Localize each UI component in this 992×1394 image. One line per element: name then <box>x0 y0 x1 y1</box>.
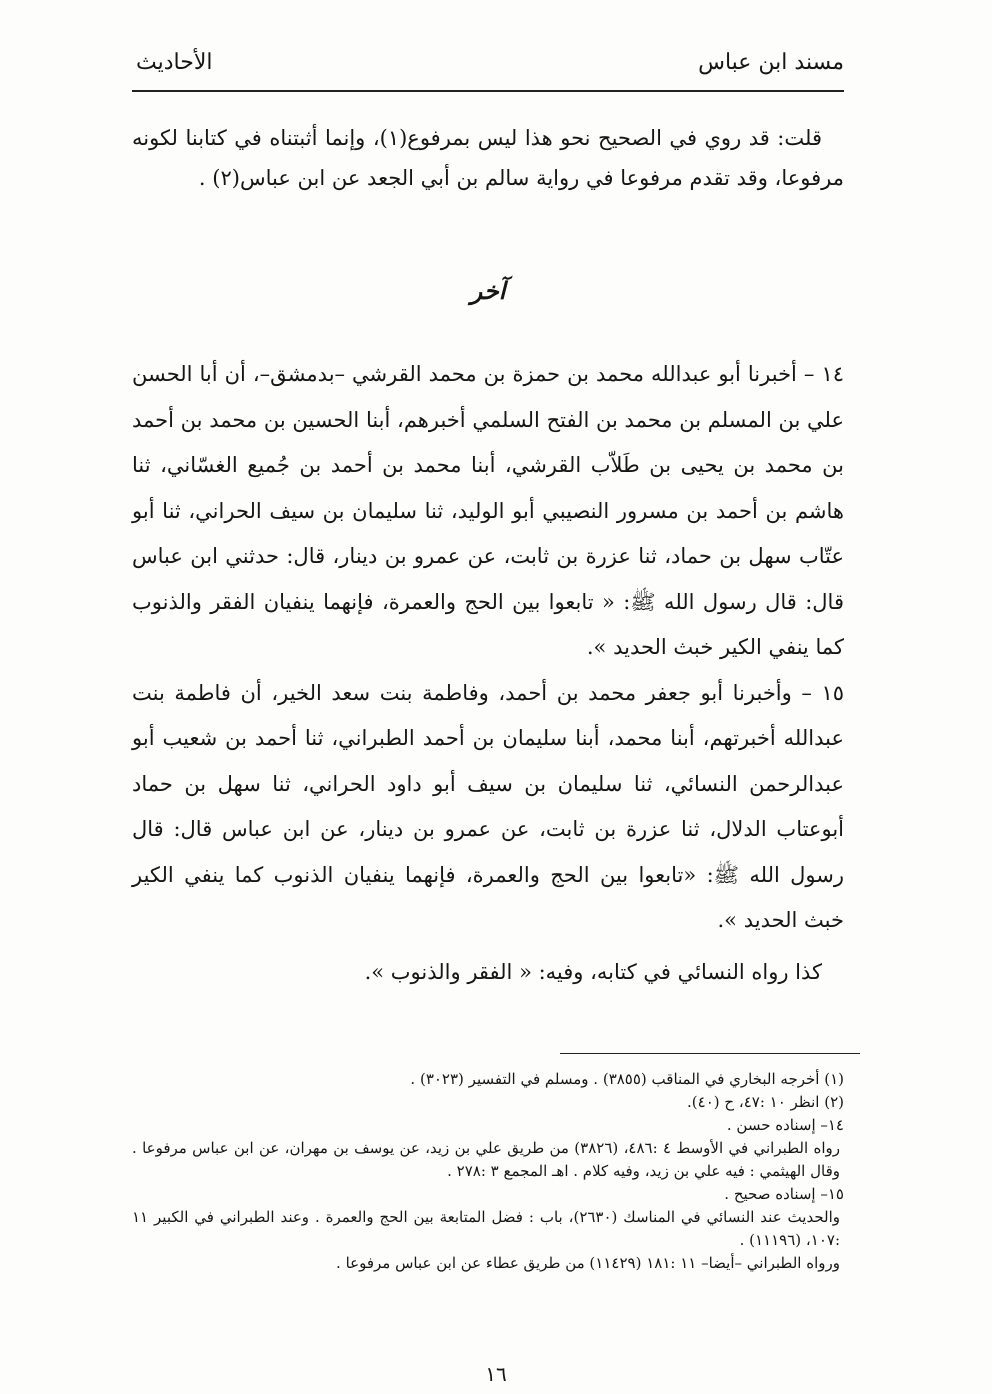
page-number: ١٦ <box>485 1362 507 1386</box>
footnote-hadith-14-takhrij: رواه الطبراني في الأوسط ٤ :٤٨٦، (٣٨٢٦) من طريق علي بن زيد، عن يوسف بن مهران، عن ابن عباس مرفوعا . وقال الهيثمي : فيه علي بن زيد، وفيه كلام . اهـ المجمع ٣ :٢٧٨ . <box>132 1139 840 1180</box>
chapter-title: الأحاديث <box>136 50 213 75</box>
intro-paragraph <box>132 118 844 198</box>
footnote-2: (٢) انظر ١٠ :٤٧، ح (٤٠). <box>687 1093 844 1111</box>
footnote-hadith-14-grade: ١٤– إسناده حسن . <box>726 1116 844 1134</box>
footnote-hadith-15-takhrij: والحديث عند النسائي في المناسك (٢٦٣٠)، باب : فضل المتابعة بين الحج والعمرة . وعند الطبراني في الكبير ١١ :١٠٧، (١١١٩٦) . <box>132 1208 840 1249</box>
footnote-hadith-15-grade: ١٥– إسناده صحيح . <box>724 1185 844 1203</box>
book-title: مسند ابن عباس <box>698 50 844 75</box>
running-header <box>132 44 844 92</box>
hadith-15: ١٥ – وأخبرنا أبو جعفر محمد بن أحمد، وفاطمة بنت سعد الخير، أن فاطمة بنت عبدالله أخبرتهم، أبنا محمد، أبنا سليمان بن أحمد الطبراني، ثنا أحمد بن شعيب أبو عبدالرحمن النسائي، ثنا سليمان بن سيف أبو داود الحراني، ثنا سهل بن حماد أبوعتاب الدلال، ثنا عزرة بن ثابت، عن عمرو بن دينار، عن ابن عباس قال: قال رسول الله ﷺ: «تابعوا بين الحج والعمرة، فإنهما ينفيان الذنوب كما ينفي الكير خبث الحديد ». <box>132 680 844 932</box>
footnote-1: (١) أخرجه البخاري في المناقب (٣٨٥٥) . ومسلم في التفسير (٣٠٢٣) . <box>410 1070 844 1088</box>
intro-text: قلت: قد روي في الصحيح نحو هذا ليس بمرفوع(١)، وإنما أثبتناه في كتابنا لكونه مرفوعا، وقد تقدم مرفوعا في رواية سالم بن أبي الجعد عن ابن عباس(٢) . <box>132 126 844 190</box>
hadith-14: ١٤ – أخبرنا أبو عبدالله محمد بن حمزة بن محمد القرشي –بدمشق–، أن أبا الحسن علي بن المسلم بن محمد بن الفتح السلمي أخبرهم، أبنا الحسين بن محمد بن أحمد بن محمد بن يحيى بن طَلاّب القرشي، أبنا محمد بن أحمد بن جُميع الغسّاني، ثنا هاشم بن أحمد بن مسرور النصيبي أبو الوليد، ثنا سليمان بن سيف الحراني، ثنا أبو عتّاب سهل بن حماد، ثنا عزرة بن ثابت، عن عمرو بن دينار، قال: حدثني ابن عباس قال: قال رسول الله ﷺ: « تابعوا بين الحج والعمرة، فإنهما ينفيان الفقر والذنوب كما ينفي الكير خبث الحديد ». <box>132 362 844 659</box>
footnotes <box>132 1068 844 1275</box>
section-title: آخر <box>470 276 506 305</box>
closing-note: كذا رواه النسائي في كتابه، وفيه: « الفقر والذنوب ». <box>364 959 822 984</box>
footnote-divider <box>560 1053 860 1054</box>
hadith-body <box>132 352 844 995</box>
footnote-hadith-15-extra: ورواه الطبراني –أيضا– ١١ :١٨١ (١١٤٢٩) من طريق عطاء عن ابن عباس مرفوعا . <box>336 1254 840 1272</box>
